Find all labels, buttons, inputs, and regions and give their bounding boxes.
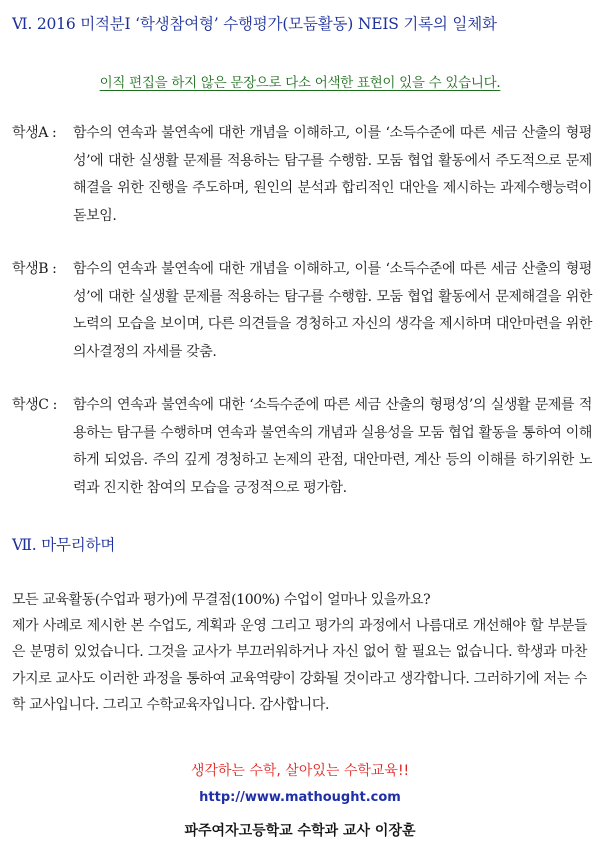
student-label: 학생C :: [12, 397, 57, 413]
author-line: 파주여자고등학교 수학과 교사 이장훈: [184, 823, 416, 839]
edit-notice: [0, 71, 600, 91]
section-7-title: Ⅶ. 마무리하며: [12, 536, 116, 554]
student-record-text: 함수의 연속과 불연속에 대한 ‘소득수준에 따른 세금 산출의 형평성’의 실생활 문제를 적용하는 탐구를 수행하며 연속과 불연속의 개념과 실용성을 모둠 협업 활동을 통하여 이해하게 되었음. 주의 깊게 경청하고 논제의 관점, 대안마련, 계산 등의 이해를 하기위한 노력과 진지한 참여의 모습을 긍정적으로 평가함.: [73, 397, 592, 496]
student-record-b: [12, 256, 592, 366]
student-label: 학생A :: [12, 125, 57, 141]
website-link[interactable]: http://www.mathought.com: [199, 790, 401, 805]
closing-body: 제가 사례로 제시한 본 수업도, 계획과 운영 그리고 평가의 과정에서 나름대로 개선해야 할 부분들은 분명히 있었습니다. 그것을 교사가 부끄러워하거나 자신 없어 할 필요는 없습니다. 학생과 마찬가지로 교사도 이러한 과정을 통하여 교육역량이 강화될 것이라고 생각합니다. 그러하기에 저는 수학 교사입니다. 그리고 수학교육자입니다. 감사합니다.: [12, 618, 587, 713]
student-label: 학생B :: [12, 261, 57, 277]
student-record-a: [12, 120, 592, 230]
closing-question: 모든 교육활동(수업과 평가)에 무결점(100%) 수업이 얼마나 있을까요?: [12, 592, 431, 608]
student-record-text: 함수의 연속과 불연속에 대한 개념을 이해하고, 이를 ‘소득수준에 따른 세금 산출의 형평성’에 대한 실생활 문제를 적용하는 탐구를 수행함. 모둠 협업 활동에서 주도적으로 문제해결을 위한 진행을 주도하며, 원인의 분석과 합리적인 대안을 제시하는 과제수행능력이 돋보임.: [73, 125, 592, 224]
edit-notice-text: 이직 편집을 하지 않은 문장으로 다소 어색한 표현이 있을 수 있습니다.: [99, 75, 501, 91]
student-record-text: 함수의 연속과 불연속에 대한 개념을 이해하고, 이를 ‘소득수준에 따른 세금 산출의 형평성’에 대한 실생활 문제를 적용하는 탐구를 수행함. 모둠 협업 활동에서 문제해결을 위한 노력의 모습을 보이며, 다른 의견들을 경청하고 자신의 생각을 제시하며 대안마련을 위한 의사결정의 자세를 갖춤.: [73, 261, 592, 360]
closing-remarks: [12, 587, 587, 718]
section-6-title: Ⅵ. 2016 미적분Ⅰ ‘학생참여형’ 수행평가(모둠활동) NEIS 기록의 일체화: [12, 15, 497, 33]
student-record-c: [12, 392, 592, 502]
slogan: 생각하는 수학, 살아있는 수학교육!!: [190, 763, 410, 779]
